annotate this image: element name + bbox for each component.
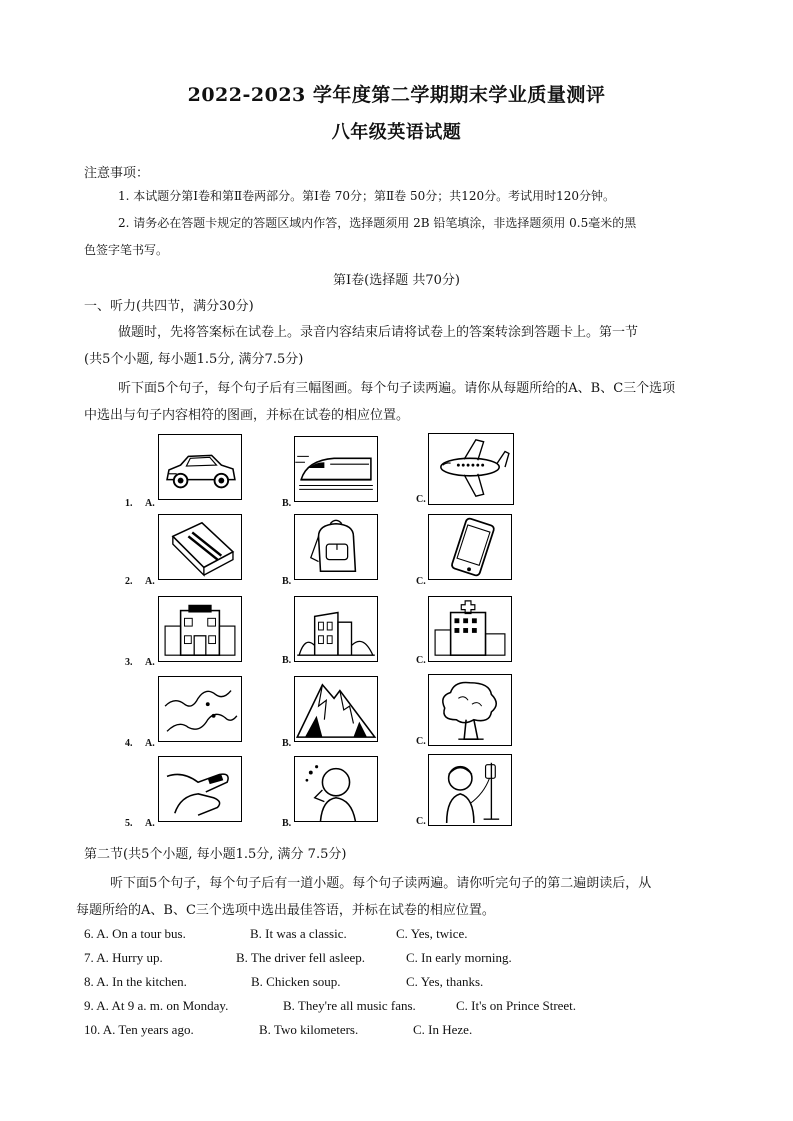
high-speed-train-icon <box>295 437 377 501</box>
question-9-option-b[interactable]: B. They're all music fans. <box>283 998 416 1013</box>
question-2-label-b: B. <box>282 576 292 587</box>
question-5-number: 5. <box>125 818 133 829</box>
part1-intro-line2: 中选出与句子内容相符的图画，并标在试卷的相应位置。 <box>84 408 410 423</box>
question-4-label-b: B. <box>282 738 292 749</box>
question-6-option-b[interactable]: B. It was a classic. <box>250 926 347 941</box>
question-8-option-c[interactable]: C. Yes, thanks. <box>406 974 484 989</box>
exam-title: 2022-2023 学年度第二学期期末学业质量测评 <box>187 84 606 106</box>
question-1-number: 1. <box>125 498 133 509</box>
question-3-number: 3. <box>125 657 133 668</box>
question-1-option-a-picture[interactable] <box>158 434 242 500</box>
question-10-option-b[interactable]: B. Two kilometers. <box>259 1022 359 1037</box>
part2-heading: 第二节(共5个小题, 每小题1.5分, 满分 7.5分) <box>84 847 347 862</box>
part1-intro-line1: 听下面5个句子，每个句子后有三幅图画。每个句子读两遍。请你从每题所给的A、B、C三个选项 <box>118 381 676 396</box>
question-5-label-b: B. <box>282 818 292 829</box>
question-3-option-a-picture[interactable] <box>158 596 242 662</box>
question-4-option-c-picture[interactable] <box>428 674 512 746</box>
question-4-option-b-picture[interactable] <box>294 676 378 742</box>
question-3-label-a: A. <box>145 657 155 668</box>
question-7-option-b[interactable]: B. The driver fell asleep. <box>236 950 365 965</box>
hands-injury-icon <box>159 757 241 821</box>
girl-iv-drip-icon <box>429 755 511 825</box>
question-9-option-c[interactable]: C. It's on Prince Street. <box>456 998 577 1013</box>
part2-intro-line2: 每题所给的A、B、C三个选项中选出最佳答语，并标在试卷的相应位置。 <box>76 903 495 918</box>
question-7-option-c[interactable]: C. In early morning. <box>406 950 512 965</box>
police-station-icon <box>159 597 241 661</box>
question-9-option-a[interactable]: 9. A. At 9 a. m. on Monday. <box>84 998 229 1013</box>
volume-1-heading: 第Ⅰ卷(选择题 共70分) <box>333 273 460 288</box>
listening-intro-line2: (共5个小题, 每小题1.5分, 满分7.5分) <box>84 352 304 367</box>
question-1-label-b: B. <box>282 498 292 509</box>
question-1-option-c-picture[interactable] <box>428 433 514 505</box>
question-4-number: 4. <box>125 738 133 749</box>
question-8-option-a[interactable]: 8. A. In the kitchen. <box>84 974 187 989</box>
notice-item-2-line2: 色签字笔书写。 <box>84 243 169 257</box>
question-6-option-c[interactable]: C. Yes, twice. <box>396 926 468 941</box>
question-4-label-c: C. <box>416 736 426 747</box>
pen-case-icon <box>159 515 241 579</box>
question-6-option-a[interactable]: 6. A. On a tour bus. <box>84 926 186 941</box>
question-5-option-b-picture[interactable] <box>294 756 378 822</box>
question-2-option-b-picture[interactable] <box>294 514 378 580</box>
listening-heading: 一、听力(共四节，满分30分) <box>84 299 254 314</box>
tree-icon <box>429 675 511 745</box>
notice-heading: 注意事项： <box>84 166 150 181</box>
question-1-option-b-picture[interactable] <box>294 436 378 502</box>
question-10-option-a[interactable]: 10. A. Ten years ago. <box>84 1022 194 1037</box>
notice-item-2-line1: 2. 请务必在答题卡规定的答题区域内作答，选择题须用 2B 铅笔填涂，非选择题须用 0.5毫米的黑 <box>118 216 637 230</box>
question-8-option-b[interactable]: B. Chicken soup. <box>251 974 341 989</box>
question-2-option-c-picture[interactable] <box>428 514 512 580</box>
museum-icon <box>295 597 377 661</box>
airplane-icon <box>429 434 513 504</box>
question-1-label-a: A. <box>145 498 155 509</box>
mobile-phone-icon <box>429 515 511 579</box>
question-5-label-a: A. <box>145 818 155 829</box>
car-icon <box>159 435 241 499</box>
question-5-option-c-picture[interactable] <box>428 754 512 826</box>
question-4-label-a: A. <box>145 738 155 749</box>
backpack-icon <box>295 515 377 579</box>
mountain-icon <box>295 677 377 741</box>
question-3-label-b: B. <box>282 655 292 666</box>
question-7-option-a[interactable]: 7. A. Hurry up. <box>84 950 163 965</box>
part2-intro-line1: 听下面5个句子，每个句子后有一道小题。每个句子读两遍。请你听完句子的第二遍朗读后，从 <box>110 876 652 891</box>
question-3-option-c-picture[interactable] <box>428 596 512 662</box>
question-3-label-c: C. <box>416 655 426 666</box>
listening-intro-line1: 做题时，先将答案标在试卷上。录音内容结束后请将试卷上的答案转涂到答题卡上。第一节 <box>118 325 639 340</box>
question-2-option-a-picture[interactable] <box>158 514 242 580</box>
question-2-label-c: C. <box>416 576 426 587</box>
question-1-label-c: C. <box>416 494 426 505</box>
question-5-option-a-picture[interactable] <box>158 756 242 822</box>
notice-item-1: 1. 本试题分第Ⅰ卷和第Ⅱ卷两部分。第Ⅰ卷 70分；第Ⅱ卷 50分；共120分。考试用时120分钟。 <box>118 189 616 203</box>
question-3-option-b-picture[interactable] <box>294 596 378 662</box>
hospital-icon <box>429 597 511 661</box>
exam-subtitle: 八年级英语试题 <box>331 122 462 143</box>
question-2-label-a: A. <box>145 576 155 587</box>
coughing-boy-icon <box>295 757 377 821</box>
question-5-label-c: C. <box>416 816 426 827</box>
question-2-number: 2. <box>125 576 133 587</box>
question-10-option-c[interactable]: C. In Heze. <box>413 1022 473 1037</box>
river-map-icon <box>159 677 241 741</box>
question-4-option-a-picture[interactable] <box>158 676 242 742</box>
